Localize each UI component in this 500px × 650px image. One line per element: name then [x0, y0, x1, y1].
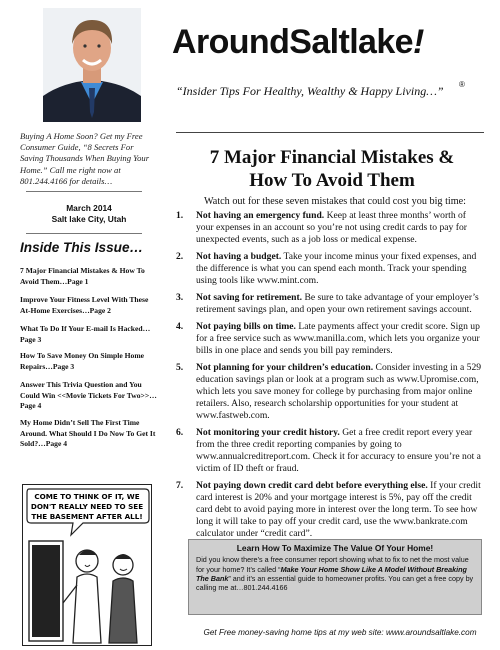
inside-issue-title: Inside This Issue… — [20, 240, 144, 255]
item-number: 2. — [176, 251, 184, 262]
item-number: 3. — [176, 292, 184, 303]
author-photo — [43, 8, 141, 122]
item-text: Consider investing in a 529 education savings plan or look at a program such as www.Upromise.com, which lets you save money for college by purchasing from major online retailers. Also, research scholarship opportunities for your student at www.fastweb.com. — [196, 362, 482, 421]
item-body — [196, 321, 482, 357]
brand-title — [172, 22, 424, 62]
item-body — [196, 480, 482, 540]
item-title: Not paying bills on time. — [196, 321, 296, 332]
cartoon-caption-line: DON'T REALLY NEED TO SEE — [30, 502, 144, 511]
callout-text: ” and it’s an essential guide to homeowner profits. You can get a free copy by calling me at…801.244.4166 — [196, 573, 474, 593]
item-number: 6. — [176, 427, 184, 438]
list-item — [176, 210, 482, 246]
callout-box — [188, 539, 482, 615]
item-title: Not having a budget. — [196, 251, 282, 262]
toc-item: 7 Major Financial Mistakes & How To Avoid Them…Page 1 — [20, 266, 145, 286]
item-title: Not planning for your children’s education. — [196, 362, 374, 373]
cartoon-caption-line: THE BASEMENT AFTER ALL! — [31, 512, 143, 521]
item-title: Not paying down credit card debt before everything else. — [196, 480, 428, 491]
issue-place: Salt lake City, Utah — [51, 214, 127, 224]
article-headline — [180, 146, 484, 192]
toc-item: How To Save Money On Simple Home Repairs…Page 3 — [20, 351, 145, 371]
item-text: Get a free credit report every year from the three credit reporting companies by going to www.annualcreditreport.com. Check it for accuracy to ensure you’re not a victim of ID theft or fraud. — [196, 427, 481, 474]
item-title: Not saving for retirement. — [196, 292, 303, 303]
callout-title: Learn How To Maximize The Value Of Your Home! — [236, 543, 434, 553]
item-body — [196, 427, 482, 475]
footer-text: Get Free money-saving home tips at my web site: www.aroundsaltlake.com — [203, 628, 477, 637]
toc-item: Answer This Trivia Question and You Could Win <<Movie Tickets For Two>>…Page 4 — [20, 380, 157, 411]
callout-emphasis: Make Your Home Show Like A Model Without Breaking The Bank — [196, 564, 467, 583]
item-number: 1. — [176, 210, 184, 221]
divider — [26, 233, 142, 234]
item-text: If your credit card interest is 20% and your mortgage interest is 5%, pay off the credit card debt to avoid paying more in interest over the long term. To see how long it will take to pay off your credit card, use the www.bankrate.com calculator under “credit card”. — [196, 480, 481, 539]
list-item — [176, 362, 482, 422]
item-number: 5. — [176, 362, 184, 373]
list-item — [176, 251, 482, 287]
callout-body — [189, 555, 481, 592]
tagline: “Insider Tips For Healthy, Wealthy & Happy Living…” — [176, 84, 444, 98]
headline-line: 7 Major Financial Mistakes & — [209, 147, 455, 168]
article-intro: Watch out for these seven mistakes that could cost you big time: — [204, 196, 467, 207]
cartoon-drawing — [23, 485, 151, 645]
list-item — [176, 427, 482, 475]
promo-text: Buying A Home Soon? Get my Free Consumer Guide, “8 Secrets For Saving Thousands When Buying Your Home.” Call me right now at 801.244.4166 for details… — [20, 131, 150, 186]
issue-date: March 2014 — [66, 203, 112, 213]
divider — [176, 132, 484, 133]
cartoon-illustration — [22, 484, 152, 646]
item-text: Keep at least three months’ worth of your expenses in an account so you’re not using credit cards to pay for unexpected events, such as a job loss or medical expense. — [196, 210, 467, 245]
brand-name: AroundSaltlake — [172, 23, 413, 61]
item-body — [196, 210, 482, 246]
toc-item: What To Do If Your E-mail Is Hacked…Page 3 — [20, 324, 151, 344]
headline-line: How To Avoid Them — [249, 170, 415, 191]
item-number: 4. — [176, 321, 184, 332]
item-title: Not having an emergency fund. — [196, 210, 325, 221]
item-number: 7. — [176, 480, 184, 491]
item-body — [196, 251, 482, 287]
list-item — [176, 321, 482, 357]
registered-mark: ® — [459, 80, 465, 89]
author-portrait-image — [43, 8, 141, 122]
divider — [26, 191, 142, 192]
item-title: Not monitoring your credit history. — [196, 427, 340, 438]
mistakes-list — [176, 210, 482, 545]
toc-item: My Home Didn’t Sell The First Time Around. What Should I Do Now To Get It Sold?…Page 4 — [20, 418, 156, 449]
issue-date-block — [20, 203, 158, 225]
item-text: Take your income minus your fixed expenses, and the difference is what you can spend each month. Track your spending using tools like www.mint.com. — [196, 251, 477, 286]
callout-text: Did you know there’s a free consumer report showing what to fix to net the most value for your home? It’s called “ — [196, 555, 469, 574]
item-text: Be sure to take advantage of your employer’s retirement savings plan, and open your own retirement savings account. — [196, 292, 479, 315]
item-body — [196, 292, 482, 316]
item-text: Late payments affect your credit score. Sign up for a free service such as www.manilla.com, which lets you organize your bills in one place and sends you bill pay reminders. — [196, 321, 480, 356]
list-item — [176, 292, 482, 316]
brand-exclamation: ! — [413, 23, 424, 61]
item-body — [196, 362, 482, 422]
list-item — [176, 480, 482, 540]
toc-item: Improve Your Fitness Level With These At-Home Exercises…Page 2 — [20, 295, 149, 315]
cartoon-caption-line: COME TO THINK OF IT, WE — [34, 492, 140, 501]
